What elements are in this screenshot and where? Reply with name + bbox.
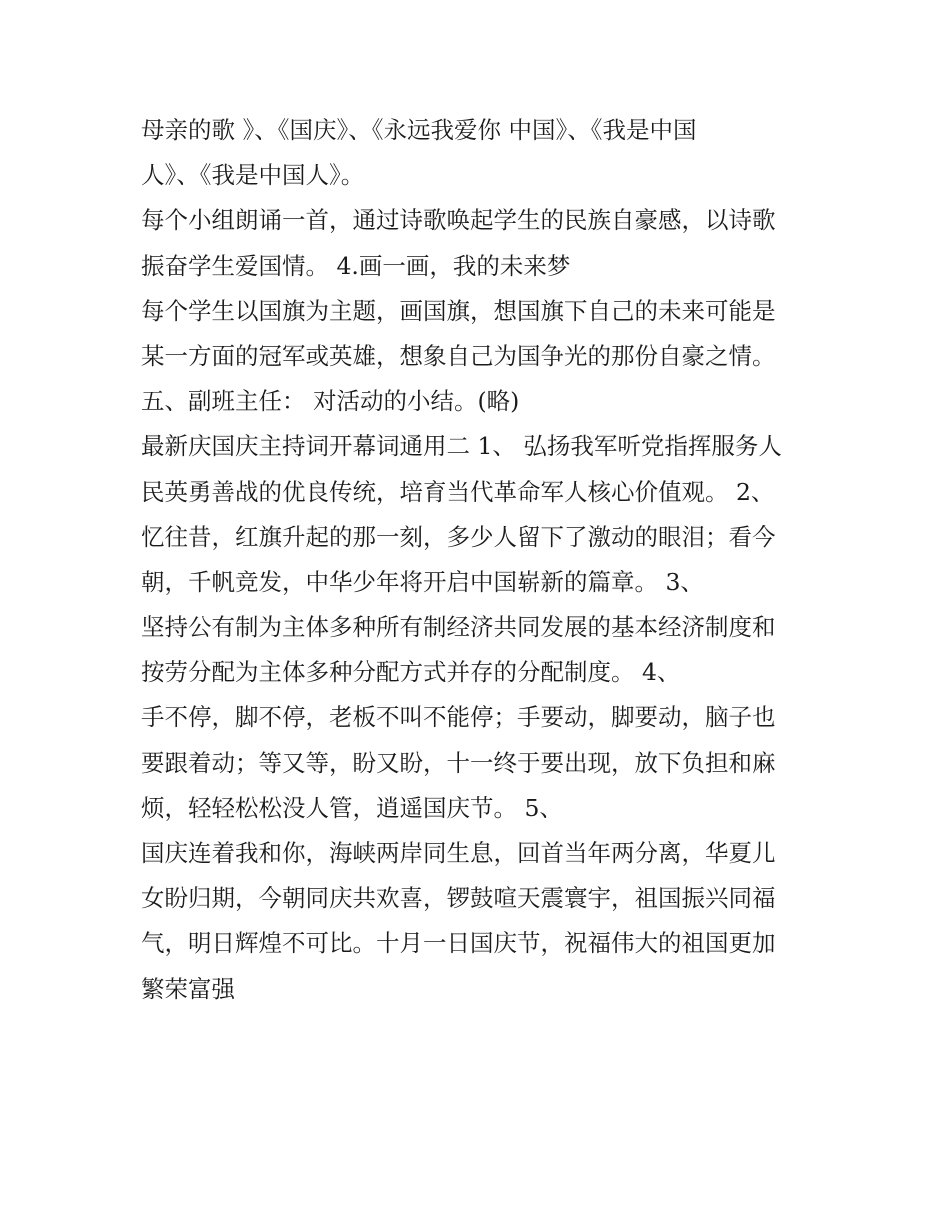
text-line: 国庆连着我和你，海峡两岸同生息，回首当年两分离，华夏儿 [141, 839, 776, 867]
text-line: 繁荣富强 [141, 974, 235, 1003]
text-line: 按劳分配为主体多种分配方式并存的分配制度。 4、 [141, 658, 681, 687]
text-line: 坚持公有制为主体多种所有制经济共同发展的基本经济制度和 [141, 613, 776, 642]
text-line: 最新庆国庆主持词开幕词通用二 1、 弘扬我军听党指挥服务人 [141, 432, 782, 461]
text-line: 人》、《我是中国人》。 [141, 161, 365, 190]
text-line: 要跟着动；等又等，盼又盼，十一终于要出现，放下负担和麻 [141, 748, 776, 777]
text-line: 母亲的歌 》、《国庆》、《永远我爱你 中国》、《我是中国 [141, 116, 697, 144]
text-line: 忆往昔，红旗升起的那一刻，多少人留下了激动的眼泪；看今 [141, 522, 776, 551]
body-text [141, 108, 821, 1012]
text-line: 女盼归期，今朝同庆共欢喜，锣鼓喧天震寰宇，祖国振兴同福 [141, 884, 776, 913]
text-line: 手不停，脚不停，老板不叫不能停；手要动，脚要动，脑子也 [141, 703, 776, 732]
text-line: 每个学生以国旗为主题，画国旗，想国旗下自己的未来可能是 [141, 296, 776, 325]
text-line: 每个小组朗诵一首，通过诗歌唤起学生的民族自豪感，以诗歌 [141, 206, 776, 235]
text-line: 烦，轻轻松松没人管，逍遥国庆节。 5、 [141, 793, 563, 822]
text-line: 朝，千帆竞发，中华少年将开启中国崭新的篇章。 3、 [141, 567, 704, 596]
section-heading: 五、副班主任： 对活动的小结。(略) [141, 387, 520, 416]
text-line: 民英勇善战的优良传统，培育当代革命军人核心价值观。 2、 [141, 477, 775, 506]
text-line: 某一方面的冠军或英雄，想象自己为国争光的那份自豪之情。 [141, 341, 776, 370]
text-line: 振奋学生爱国情。 4.画一画，我的未来梦 [141, 251, 571, 280]
text-line: 气，明日辉煌不可比。十月一日国庆节，祝福伟大的祖国更加 [141, 929, 776, 958]
